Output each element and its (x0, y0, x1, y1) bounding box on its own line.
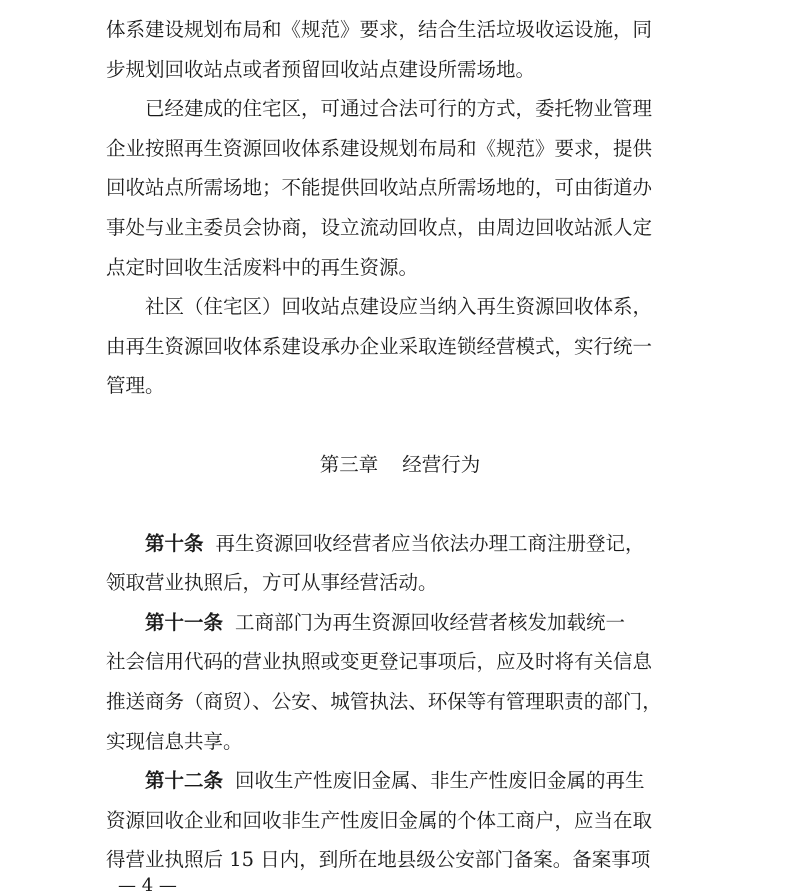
article-label: 第十条 (145, 531, 204, 555)
text-line: 点定时回收生活废料中的再生资源。 (106, 255, 419, 279)
article-11 (106, 603, 694, 761)
article-label: 第十二条 (145, 769, 224, 793)
article-text: 工商部门为再生资源回收经营者核发加载统一 (235, 610, 626, 634)
text-line: 资源回收企业和回收非生产性废旧金属的个体工商户，应当在取 (106, 808, 653, 832)
text-line: 社区（住宅区）回收站点建设应当纳入再生资源回收体系， (145, 295, 653, 319)
text-line: 领取营业执照后，方可从事经营活动。 (106, 571, 438, 595)
paragraph-existing-residential (106, 89, 694, 287)
chapter-number: 第三章 (319, 452, 379, 476)
paragraph-continuation (106, 10, 694, 89)
article-10 (106, 524, 694, 603)
document-page (106, 10, 694, 880)
text-line: 得营业执照后 15 日内，到所在地县级公安部门备案。备案事项 (106, 848, 651, 872)
text-line: 事处与业主委员会协商，设立流动回收点，由周边回收站派人定 (106, 215, 653, 239)
text-line: 由再生资源回收体系建设承办企业采取连锁经营模式，实行统一 (106, 334, 653, 358)
paragraph-community-stations (106, 287, 694, 406)
article-12 (106, 761, 694, 880)
text-line: 已经建成的住宅区，可通过合法可行的方式，委托物业管理 (145, 97, 653, 121)
article-text: 再生资源回收经营者应当依法办理工商注册登记， (215, 531, 645, 555)
text-line: 回收站点所需场地；不能提供回收站点所需场地的，可由街道办 (106, 176, 653, 200)
text-line (106, 761, 694, 801)
chapter-heading (106, 445, 694, 485)
text-line (106, 524, 694, 564)
article-label: 第十一条 (145, 610, 224, 634)
text-line (106, 603, 694, 643)
page-number: — 4 — (118, 875, 177, 896)
text-line: 体系建设规划布局和《规范》要求，结合生活垃圾收运设施，同 (106, 18, 653, 41)
chapter-title: 经营行为 (402, 452, 481, 476)
article-text: 回收生产性废旧金属、非生产性废旧金属的再生 (235, 769, 645, 793)
text-line: 推送商务（商贸）、公安、城管执法、环保等有管理职责的部门， (106, 689, 662, 713)
text-line: 实现信息共享。 (106, 729, 243, 753)
text-line: 管理。 (106, 374, 165, 398)
text-line: 步规划回收站点或者预留回收站点建设所需场地。 (106, 57, 536, 81)
text-line: 社会信用代码的营业执照或变更登记事项后，应及时将有关信息 (106, 650, 653, 674)
text-line: 企业按照再生资源回收体系建设规划布局和《规范》要求，提供 (106, 136, 653, 160)
